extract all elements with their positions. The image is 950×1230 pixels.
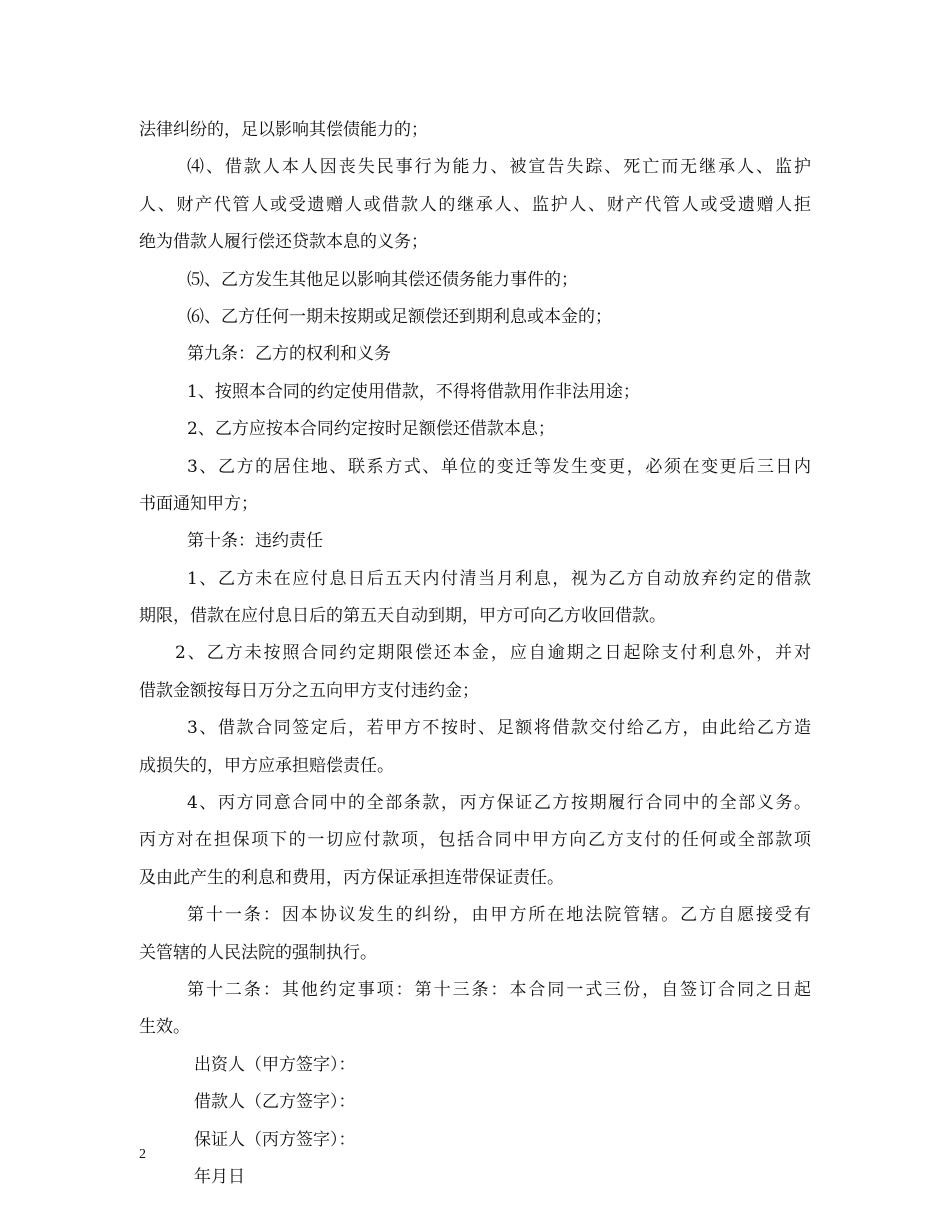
text-line: 丙方对在担保项下的一切应付款项，包括合同中甲方向乙方支付的任何或全部款项 [139,830,811,851]
text-line: 关管辖的人民法院的强制执行。 [139,942,377,963]
text-line: 及由此产生的利息和费用，丙方保证承担连带保证责任。 [139,867,564,888]
text-line: 3、借款合同签定后，若甲方不按时、足额将借款交付给乙方，由此给乙方造 [187,718,811,739]
text-line: 生效。 [139,1017,190,1038]
text-line: ⑷、借款人本人因丧失民事行为能力、被宣告失踪、死亡而无继承人、监护 [187,157,811,178]
section-heading: 第九条：乙方的权利和义务 [187,344,391,365]
signature-line-guarantor: 保证人（丙方签字）： [194,1129,356,1150]
signature-date: 年月日 [194,1166,245,1187]
text-line: 第十一条：因本协议发生的纠纷，由甲方所在地法院管辖。乙方自愿接受有 [187,905,811,926]
text-line: 法律纠纷的，足以影响其偿债能力的； [139,120,428,140]
text-line: 期限，借款在应付息日后的第五天自动到期，甲方可向乙方收回借款。 [139,606,666,627]
text-line: ⑹、乙方任何一期未按期或足额偿还到期利息或本金的； [187,306,612,327]
text-line: 3、乙方的居住地、联系方式、单位的变迁等发生变更，必须在变更后三日内 [187,456,811,477]
text-line: ⑸、乙方发生其他足以影响其偿还债务能力事件的； [187,269,578,290]
text-line: 借款金额按每日万分之五向甲方支付违约金； [139,680,479,701]
text-line: 书面通知甲方； [139,493,258,514]
text-line: 4、丙方同意合同中的全部条款，丙方保证乙方按期履行合同中的全部义务。 [187,793,811,814]
text-line: 1、乙方未在应付息日后五天内付清当月利息，视为乙方自动放弃约定的借款 [187,568,811,589]
text-line: 2、乙方应按本合同约定按时足额偿还借款本息； [187,419,555,440]
signature-line-borrower: 借款人（乙方签字）： [194,1092,356,1113]
section-heading: 第十条：违约责任 [187,531,323,552]
text-line: 人、财产代管人或受遗赠人或借款人的继承人、监护人、财产代管人或受遗赠人拒 [139,194,811,215]
text-line: 绝为借款人履行偿还贷款本息的义务； [139,232,428,253]
text-line: 2、乙方未按照合同约定期限偿还本金，应自逾期之日起除支付利息外，并对 [175,643,811,664]
signature-line-lender: 出资人（甲方签字）： [194,1054,356,1075]
text-line: 第十二条：其他约定事项：第十三条：本合同一式三份，自签订合同之日起 [187,979,811,1000]
text-line: 成损失的，甲方应承担赔偿责任。 [139,755,394,776]
contract-body [139,112,811,1196]
page-number: 2 [139,1147,146,1162]
text-line: 1、按照本合同的约定使用借款，不得将借款用作非法用途； [187,381,640,402]
